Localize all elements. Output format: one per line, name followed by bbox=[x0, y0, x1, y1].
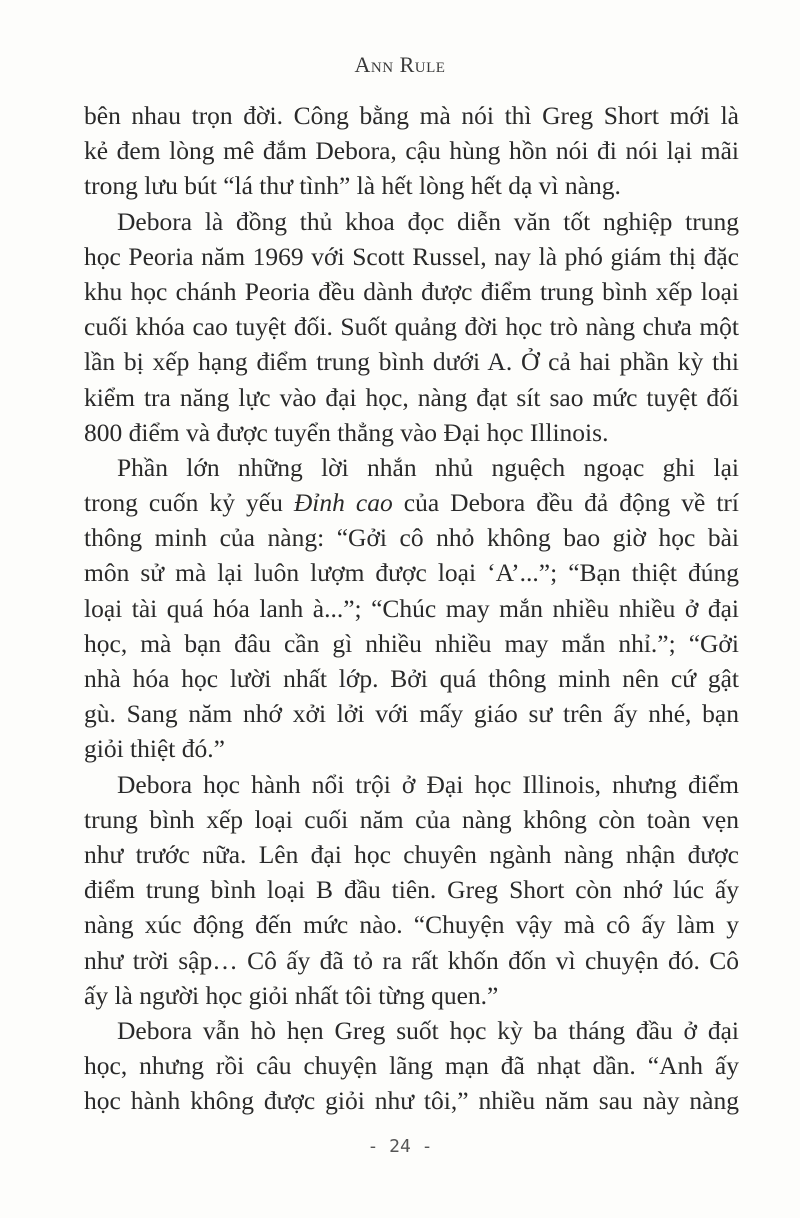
text-line: như trời sập… Cô ấy đã tỏ ra rất khốn đốn vì chuyện đó. Cô bbox=[84, 945, 739, 975]
text-segment: trong cuốn kỷ yếu bbox=[84, 488, 294, 518]
text-line: 800 điểm và được tuyển thẳng vào Đại học Illinois. bbox=[84, 417, 609, 447]
text-line: kẻ đem lòng mê đắm Debora, cậu hùng hồn nói đi nói lại mãi bbox=[84, 136, 739, 166]
text-line: lần bị xếp hạng điểm trung bình dưới A. Ở cả hai phần kỳ thi bbox=[84, 347, 739, 377]
book-title-italic: Đỉnh cao bbox=[293, 488, 393, 518]
paragraph-first-line: Debora là đồng thủ khoa đọc diễn văn tốt nghiệp trung bbox=[117, 206, 739, 236]
text-line: học, nhưng rồi câu chuyện lãng mạn đã nhạt dần. “Anh ấy bbox=[84, 1051, 739, 1081]
text-line: học Peoria năm 1969 với Scott Russel, nay là phó giám thị đặc bbox=[84, 241, 739, 271]
text-line: trong lưu bút “lá thư tình” là hết lòng hết dạ vì nàng. bbox=[84, 171, 621, 201]
text-line: nàng xúc động đến mức nào. “Chuyện vậy mà cô ấy làm y bbox=[84, 910, 739, 940]
text-line: bên nhau trọn đời. Công bằng mà nói thì Greg Short mới là bbox=[84, 101, 739, 130]
text-line: giỏi thiệt đó.” bbox=[84, 734, 225, 764]
text-line: học, mà bạn đâu cần gì nhiều nhiều may mắn nhỉ.”; “Gởi bbox=[84, 628, 739, 658]
text-line bbox=[84, 485, 739, 520]
text-line: kiểm tra năng lực vào đại học, nàng đạt sít sao mức tuyệt đối bbox=[84, 382, 739, 412]
text-line: nhà hóa học lười nhất lớp. Bởi quá thông minh nên cứ gật bbox=[84, 664, 739, 693]
paragraph-first-line: Debora vẫn hò hẹn Greg suốt học kỳ ba tháng đầu ở đại bbox=[117, 1015, 739, 1045]
text-segment: của Debora đều đả động về trí bbox=[392, 488, 740, 518]
text-line: thông minh của nàng: “Gởi cô nhỏ không bao giờ học bài bbox=[84, 523, 739, 553]
text-line: điểm trung bình loại B đầu tiên. Greg Short còn nhớ lúc ấy bbox=[84, 875, 739, 905]
text-line: gù. Sang năm nhớ xởi lởi với mấy giáo sư trên ấy nhé, bạn bbox=[84, 699, 739, 729]
text-line: loại tài quá hóa lanh à...”; “Chúc may mắn nhiều nhiều ở đại bbox=[84, 593, 739, 623]
text-line: học hành không được giỏi như tôi,” nhiều năm sau này nàng bbox=[84, 1086, 739, 1116]
text-line: cuối khóa cao tuyệt đối. Suốt quảng đời học trò nàng chưa một bbox=[84, 312, 739, 342]
paragraph-first-line: Phần lớn những lời nhắn nhủ nguệch ngoạc ghi lại bbox=[117, 452, 739, 482]
running-head: Ann Rule bbox=[354, 52, 446, 77]
text-line: trung bình xếp loại cuối năm của nàng không còn toàn vẹn bbox=[84, 804, 739, 834]
text-line: môn sử mà lại luôn lượm được loại ‘A’...”; “Bạn thiệt đúng bbox=[84, 558, 739, 588]
text-line: như trước nữa. Lên đại học chuyên ngành nàng nhận được bbox=[84, 839, 739, 869]
paragraph-first-line: Debora học hành nổi trội ở Đại học Illinois, nhưng điểm bbox=[117, 769, 739, 799]
page-number: - 24 - bbox=[367, 1136, 433, 1157]
body-text bbox=[84, 98, 739, 1118]
text-line: ấy là người học giỏi nhất tôi từng quen.” bbox=[84, 980, 499, 1010]
text-line: khu học chánh Peoria đều dành được điểm trung bình xếp loại bbox=[84, 276, 739, 306]
